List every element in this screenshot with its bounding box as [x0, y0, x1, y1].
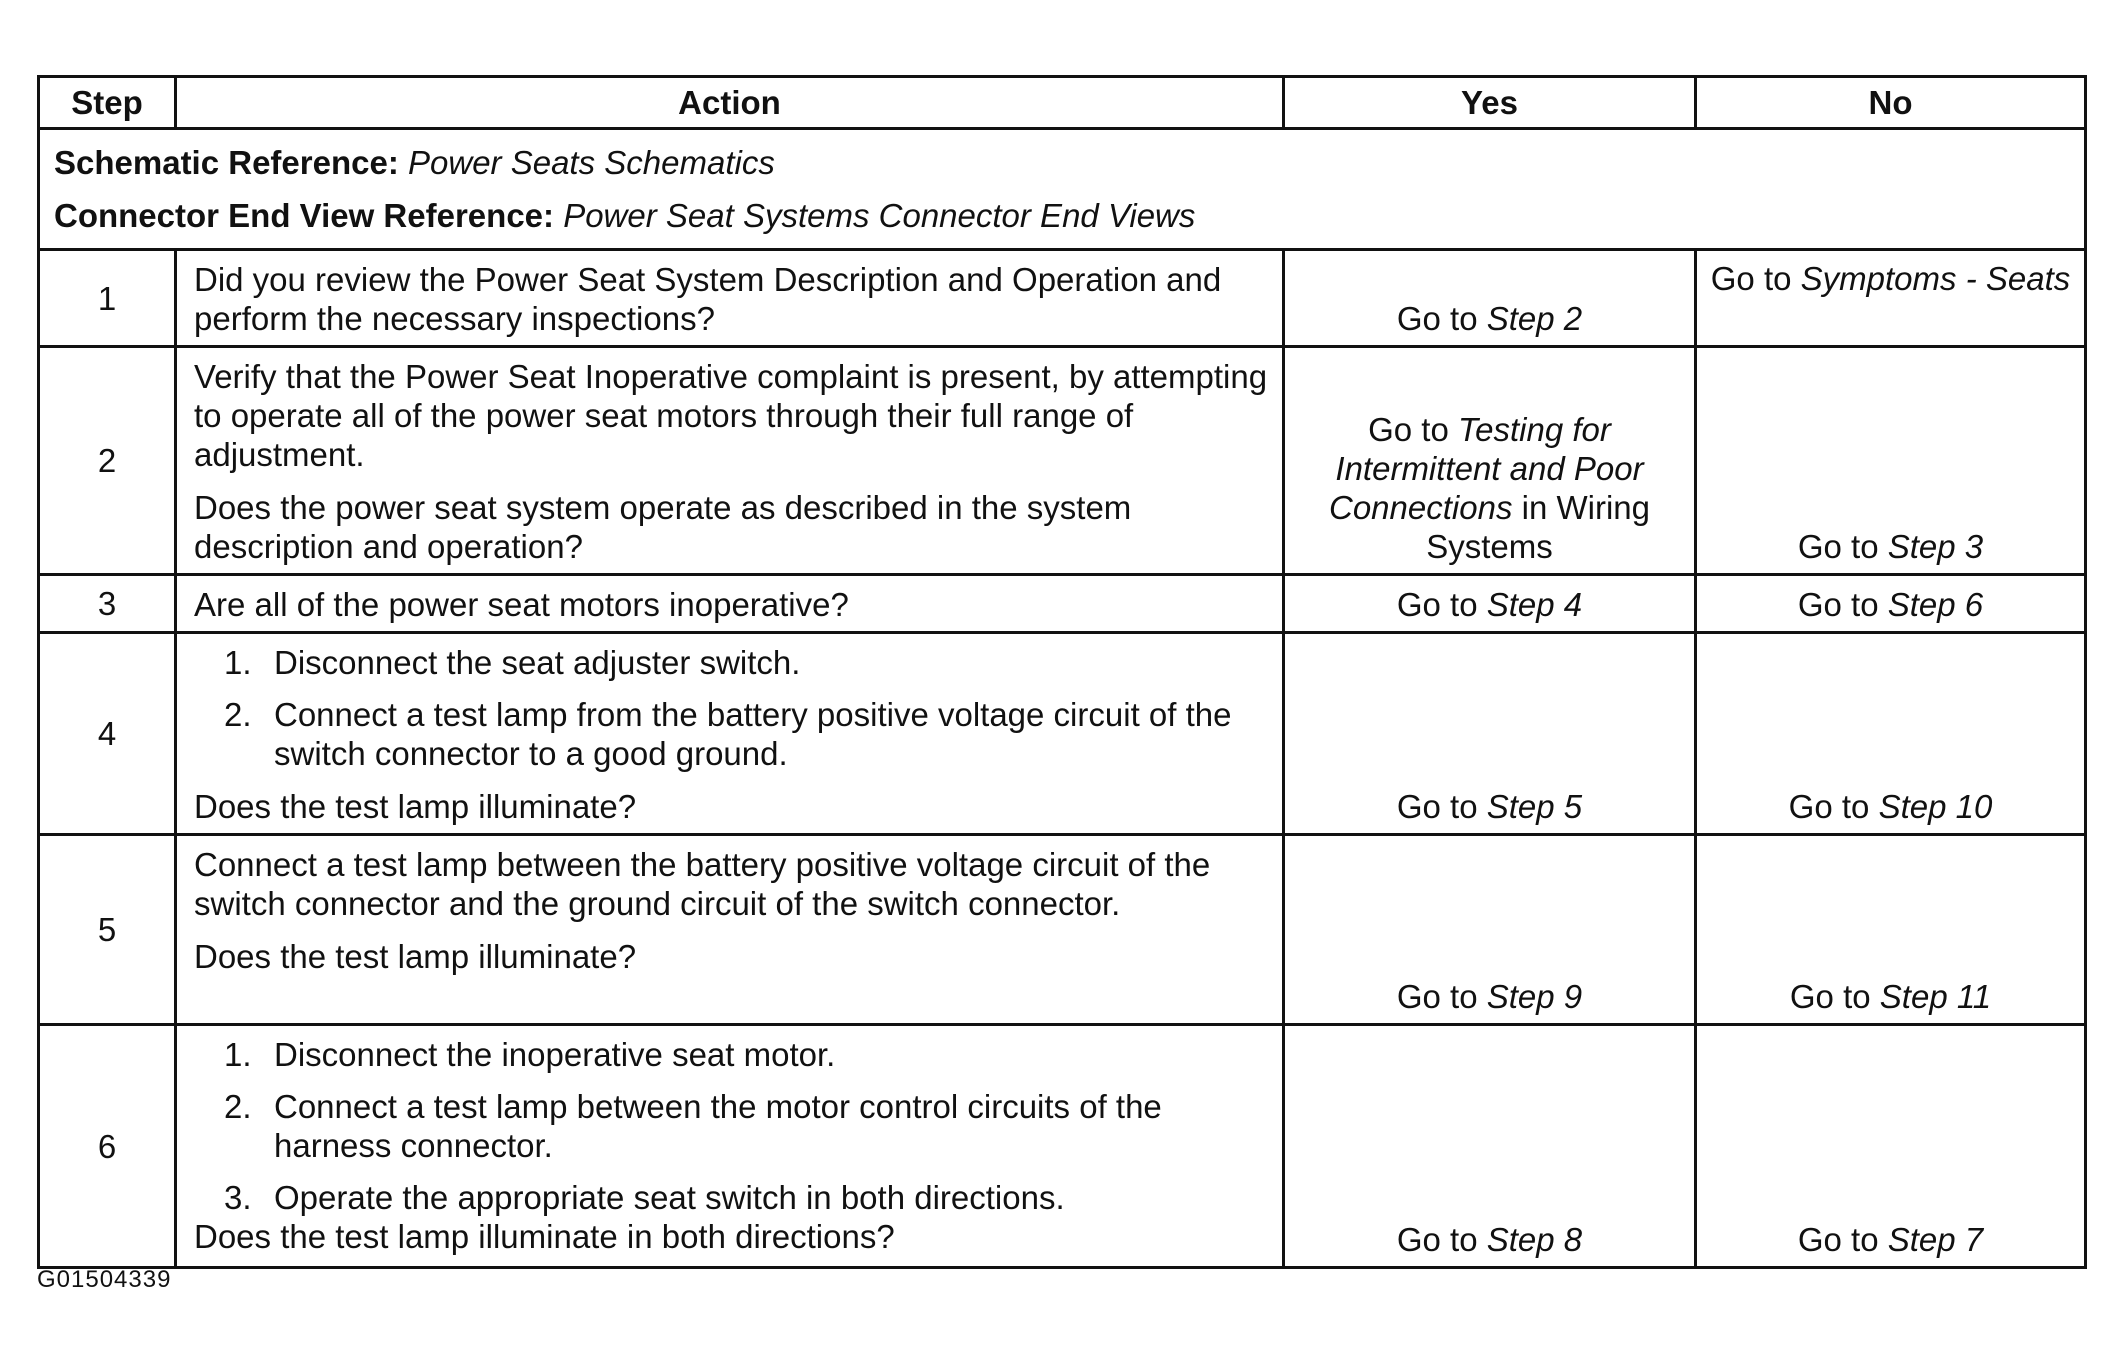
list-item-text: Connect a test lamp from the battery positive voltage circuit of the switch connector to a good ground.: [274, 696, 1232, 772]
go-to-label: Go to: [1396, 788, 1478, 825]
figure-id: G01504339: [37, 1266, 172, 1293]
no-cell: [1696, 347, 2086, 575]
go-to-label: Go to: [1396, 978, 1478, 1015]
action-cell: [176, 575, 1284, 633]
go-to-label: Go to: [1396, 586, 1478, 623]
no-cell: [1696, 250, 2086, 347]
yes-cell: [1284, 347, 1696, 575]
action-text: Are all of the power seat motors inoperative?: [194, 586, 849, 623]
header-step: Step: [39, 77, 176, 129]
action-cell: [176, 347, 1284, 575]
table-row: [39, 347, 2086, 575]
go-to-label: Go to: [1797, 528, 1879, 565]
go-to-label: Go to: [1797, 586, 1879, 623]
action-question: Does the test lamp illuminate in both directions?: [194, 1218, 895, 1255]
step-number: 4: [39, 633, 176, 835]
schematic-reference-link[interactable]: Power Seats Schematics: [408, 144, 775, 181]
action-text: Did you review the Power Seat System Description and Operation and perform the necessary inspections?: [194, 261, 1222, 337]
go-to-label: Go to: [1797, 1221, 1879, 1258]
list-item-text: Disconnect the inoperative seat motor.: [274, 1036, 836, 1073]
no-cell: [1696, 1025, 2086, 1268]
yes-link[interactable]: Step 9: [1486, 978, 1583, 1015]
no-link[interactable]: Step 7: [1887, 1221, 1984, 1258]
list-item: 2. Connect a test lamp from the battery positive voltage circuit of the switch connector to a good ground.: [194, 695, 1268, 773]
yes-link[interactable]: Step 4: [1486, 586, 1583, 623]
yes-link-suffix: in Wiring Systems: [1426, 489, 1650, 565]
action-cell: [176, 835, 1284, 1025]
header-no: No: [1696, 77, 2086, 129]
yes-link[interactable]: Testing for Intermittent and Poor Connections: [1329, 411, 1644, 526]
schematic-reference-label: Schematic Reference:: [54, 144, 399, 181]
reference-row: [39, 129, 2086, 250]
no-link[interactable]: Step 10: [1878, 788, 1993, 825]
action-text: Connect a test lamp between the battery positive voltage circuit of the switch connector and the ground circuit of the switch connector.: [194, 846, 1211, 922]
table-row: [39, 835, 2086, 1025]
no-cell: [1696, 633, 2086, 835]
action-text: Verify that the Power Seat Inoperative complaint is present, by attempting to operate all of the power seat motors through their full range of adjustment.: [194, 358, 1268, 473]
yes-cell: [1284, 835, 1696, 1025]
list-item: 3. Operate the appropriate seat switch in both directions.: [224, 1179, 1065, 1216]
no-link[interactable]: Step 3: [1887, 528, 1984, 565]
step-number: 1: [39, 250, 176, 347]
step-number: 5: [39, 835, 176, 1025]
reference-cell: [39, 129, 2086, 250]
action-question: Does the test lamp illuminate?: [194, 938, 637, 975]
action-steps-list: [194, 1035, 1268, 1217]
table-row: [39, 633, 2086, 835]
list-item-text: Connect a test lamp between the motor control circuits of the harness connector.: [274, 1088, 1162, 1164]
go-to-label: Go to: [1396, 1221, 1478, 1258]
table-row: [39, 250, 2086, 347]
step-number: 3: [39, 575, 176, 633]
list-item: 1. Disconnect the seat adjuster switch.: [224, 644, 801, 681]
action-cell: [176, 633, 1284, 835]
yes-cell: [1284, 1025, 1696, 1268]
table-row: [39, 1025, 2086, 1268]
no-link[interactable]: Step 11: [1879, 978, 1992, 1015]
header-row: [39, 77, 2086, 129]
list-item-text: Disconnect the seat adjuster switch.: [274, 644, 801, 681]
yes-cell: [1284, 250, 1696, 347]
header-action: Action: [176, 77, 1284, 129]
action-cell: [176, 250, 1284, 347]
yes-link[interactable]: Step 8: [1486, 1221, 1583, 1258]
action-steps-list: [194, 643, 1268, 773]
list-item: 2. Connect a test lamp between the motor control circuits of the harness connector.: [194, 1087, 1268, 1165]
connector-reference-label: Connector End View Reference:: [54, 197, 555, 234]
table-row: [39, 575, 2086, 633]
go-to-label: Go to: [1396, 300, 1478, 337]
yes-cell: [1284, 633, 1696, 835]
go-to-label: Go to: [1789, 978, 1871, 1015]
action-question: Does the power seat system operate as described in the system description and operation?: [194, 489, 1132, 565]
connector-reference: [54, 189, 2070, 242]
no-link[interactable]: Symptoms - Seats: [1800, 260, 2071, 297]
diagnostic-table: [37, 75, 2087, 1269]
list-item-text: Operate the appropriate seat switch in both directions.: [274, 1179, 1065, 1216]
list-item: 1. Disconnect the inoperative seat motor.: [224, 1036, 836, 1073]
go-to-label: Go to: [1710, 260, 1792, 297]
no-link[interactable]: Step 6: [1887, 586, 1984, 623]
yes-cell: [1284, 575, 1696, 633]
yes-link[interactable]: Step 5: [1486, 788, 1583, 825]
no-cell: [1696, 575, 2086, 633]
go-to-label: Go to: [1788, 788, 1870, 825]
action-question: Does the test lamp illuminate?: [194, 788, 637, 825]
connector-reference-link[interactable]: Power Seat Systems Connector End Views: [563, 197, 1196, 234]
no-cell: [1696, 835, 2086, 1025]
step-number: 2: [39, 347, 176, 575]
yes-link[interactable]: Step 2: [1486, 300, 1583, 337]
action-cell: [176, 1025, 1284, 1268]
go-to-label: Go to: [1368, 411, 1449, 448]
step-number: 6: [39, 1025, 176, 1268]
header-yes: Yes: [1284, 77, 1696, 129]
schematic-reference: [54, 136, 2070, 189]
